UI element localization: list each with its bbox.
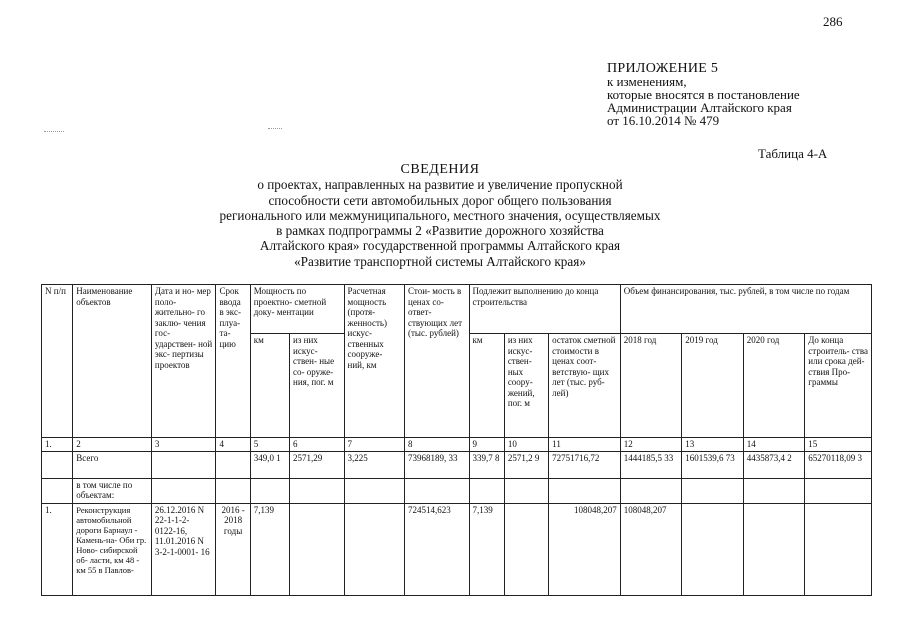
subheader-label: в том числе по объектам: bbox=[73, 478, 152, 503]
header-to-end: До конца строитель- ства или срока дей- ствия Про- граммы bbox=[805, 334, 872, 438]
document-heading bbox=[170, 162, 710, 269]
row-year-2020 bbox=[743, 503, 805, 595]
total-term bbox=[216, 451, 250, 478]
row-num: 1. bbox=[42, 503, 73, 595]
row-to-end bbox=[805, 503, 872, 595]
table-cell bbox=[620, 478, 682, 503]
total-year-2018: 1444185,5 33 bbox=[620, 451, 682, 478]
column-number: 2 bbox=[73, 438, 152, 452]
column-number: 1. bbox=[42, 438, 73, 452]
header-remain-cost: остаток сметной стоимости в ценах соот- ветствую- щих лет (тыс. руб- лей) bbox=[549, 334, 621, 438]
total-year-2019: 1601539,6 73 bbox=[682, 451, 744, 478]
total-calc-capacity: 3,225 bbox=[344, 451, 405, 478]
appendix-line: которые вносятся в постановление bbox=[607, 87, 800, 102]
header-cost: Стои- мость в ценах со- ответ- ствующих лет (тыс. рублей) bbox=[405, 285, 470, 438]
row-remain-art bbox=[504, 503, 548, 595]
row-cost: 724514,623 bbox=[405, 503, 470, 595]
table-cell bbox=[290, 478, 344, 503]
total-cost: 73968189, 33 bbox=[405, 451, 470, 478]
header-capacity-group: Мощность по проектно- сметной доку- ментации bbox=[250, 285, 344, 334]
total-remain-cost: 72751716,72 bbox=[549, 451, 621, 478]
scan-dots bbox=[44, 131, 64, 132]
heading-line: способности сети автомобильных дорог общего пользования bbox=[268, 192, 612, 208]
appendix-line: к изменениям, bbox=[607, 74, 687, 89]
column-number: 12 bbox=[620, 438, 682, 452]
total-year-2020: 4435873,4 2 bbox=[743, 451, 805, 478]
header-year-2019: 2019 год bbox=[682, 334, 744, 438]
appendix-line: Администрации Алтайского края bbox=[607, 100, 792, 115]
column-number: 5 bbox=[250, 438, 289, 452]
row-term: 2016 - 2018 годы bbox=[216, 503, 250, 595]
column-number: 15 bbox=[805, 438, 872, 452]
column-number: 6 bbox=[290, 438, 344, 452]
header-row-top bbox=[42, 285, 872, 334]
row-year-2019 bbox=[682, 503, 744, 595]
total-date bbox=[151, 451, 216, 478]
table-cell bbox=[743, 478, 805, 503]
header-year-2018: 2018 год bbox=[620, 334, 682, 438]
appendix-line: от 16.10.2014 № 479 bbox=[607, 113, 720, 128]
header-term: Срок ввода в экс- плуа- та- цию bbox=[216, 285, 250, 438]
column-number: 13 bbox=[682, 438, 744, 452]
table-cell bbox=[216, 478, 250, 503]
column-number: 3 bbox=[151, 438, 216, 452]
total-capacity-art: 2571,29 bbox=[290, 451, 344, 478]
total-label: Всего bbox=[73, 451, 152, 478]
table-cell bbox=[151, 478, 216, 503]
heading-line: Алтайского края» государственной программы Алтайского края bbox=[259, 238, 621, 254]
table-cell bbox=[469, 478, 504, 503]
column-number: 10 bbox=[504, 438, 548, 452]
column-number: 14 bbox=[743, 438, 805, 452]
total-to-end: 65270118,09 3 bbox=[805, 451, 872, 478]
table-label: Таблица 4-А bbox=[758, 146, 828, 161]
header-remain-group: Подлежит выполнению до конца строительства bbox=[469, 285, 620, 334]
column-number-row bbox=[42, 438, 872, 452]
total-capacity-km: 349,0 1 bbox=[250, 451, 289, 478]
column-number: 8 bbox=[405, 438, 470, 452]
row-date: 26.12.2016 N 22-1-1-2- 0122-16, 11.01.2016 N 3-2-1-0001- 16 bbox=[151, 503, 216, 595]
header-capacity-km: км bbox=[250, 334, 289, 438]
table-cell bbox=[250, 478, 289, 503]
column-number: 7 bbox=[344, 438, 405, 452]
row-year-2018: 108048,207 bbox=[620, 503, 682, 595]
row-calc-capacity bbox=[344, 503, 405, 595]
row-capacity-km: 7,139 bbox=[250, 503, 289, 595]
table-cell bbox=[805, 478, 872, 503]
heading-line: «Развитие транспортной системы Алтайского края» bbox=[294, 253, 586, 269]
page-number: 286 bbox=[823, 14, 843, 29]
row-remain-km: 7,139 bbox=[469, 503, 504, 595]
column-number: 11 bbox=[549, 438, 621, 452]
header-calc-capacity: Расчетная мощность (протя- женность) искус- ственных сооруже- ний, км bbox=[344, 285, 405, 438]
heading-line: о проектах, направленных на развитие и увеличение пропускной bbox=[257, 177, 623, 193]
heading-line: в рамках подпрограммы 2 «Развитие дорожного хозяйства bbox=[276, 223, 604, 239]
header-date: Дата и но- мер поло- жительно- го заклю- чения гос- ударствен- ной экс- пертизы проектов bbox=[151, 285, 216, 438]
row-name: Реконструкция автомобильной дороги Барнаул - Камень-на- Оби гр. Ново- сибирской об- ласти, км 48 - км 55 в Павлов- bbox=[73, 503, 152, 595]
subheader-row bbox=[42, 478, 872, 503]
header-capacity-art: из них искус- ствен- ные со- оруже- ния, пог. м bbox=[290, 334, 344, 438]
header-remain-km: км bbox=[469, 334, 504, 438]
table-row bbox=[42, 503, 872, 595]
heading-line: регионального или межмуниципального, местного значения, осуществляемых bbox=[219, 207, 661, 223]
scan-dots bbox=[268, 128, 282, 129]
column-number: 4 bbox=[216, 438, 250, 452]
header-year-2020: 2020 год bbox=[743, 334, 805, 438]
total-remain-km: 339,7 8 bbox=[469, 451, 504, 478]
header-finance-group: Объем финансирования, тыс. рублей, в том числе по годам bbox=[620, 285, 871, 334]
total-num bbox=[42, 451, 73, 478]
appendix-block bbox=[607, 62, 897, 127]
column-number: 9 bbox=[469, 438, 504, 452]
header-name: Наименование объектов bbox=[73, 285, 152, 438]
table-cell bbox=[42, 478, 73, 503]
table-cell bbox=[344, 478, 405, 503]
table-cell bbox=[504, 478, 548, 503]
row-remain-cost: 108048,207 bbox=[549, 503, 621, 595]
projects-table bbox=[41, 284, 872, 596]
header-remain-art: из них искус- ствен- ных соору- жений, пог. м bbox=[504, 334, 548, 438]
table-cell bbox=[682, 478, 744, 503]
table-cell bbox=[405, 478, 470, 503]
total-row bbox=[42, 451, 872, 478]
total-remain-art: 2571,2 9 bbox=[504, 451, 548, 478]
appendix-title: ПРИЛОЖЕНИЕ 5 bbox=[607, 61, 719, 76]
row-capacity-art bbox=[290, 503, 344, 595]
table-cell bbox=[549, 478, 621, 503]
heading-title: СВЕДЕНИЯ bbox=[400, 162, 480, 177]
header-num: N п/п bbox=[42, 285, 73, 438]
